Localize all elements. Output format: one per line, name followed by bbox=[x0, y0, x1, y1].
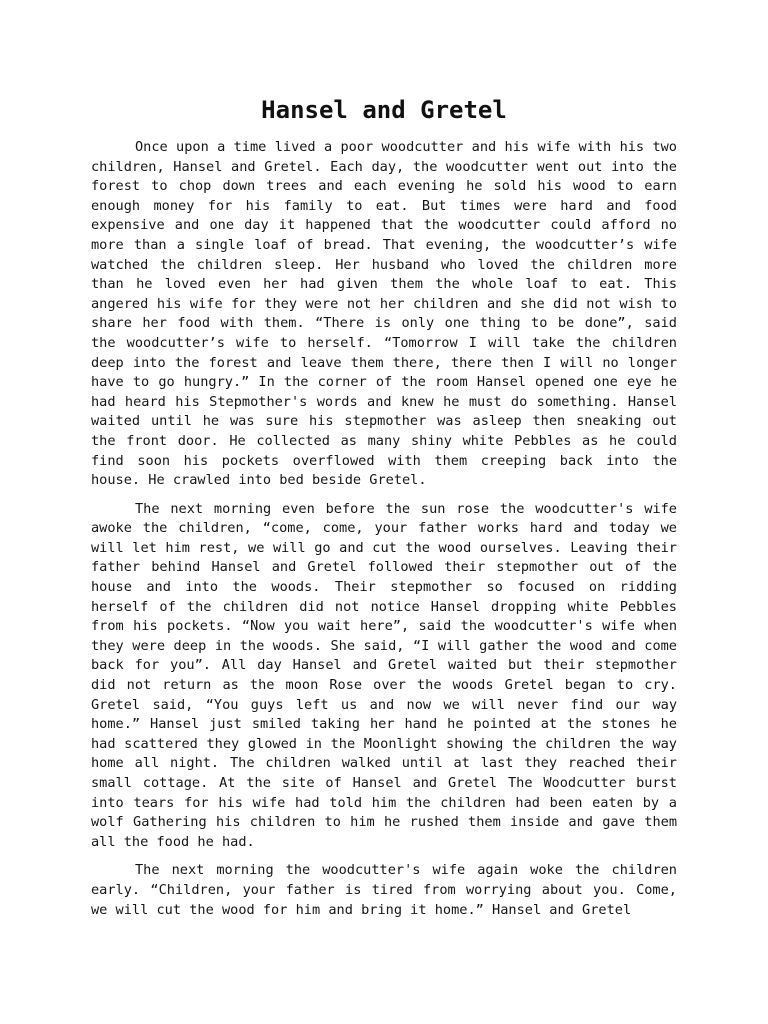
document-title: Hansel and Gretel bbox=[261, 96, 507, 124]
paragraph-2: The next morning even before the sun rose the woodcutter's wife awoke the children, “come, come, your father works hard and today we will let him rest, we will go and cut the wood ourselves. Leaving their father behind Hansel and Gretel followed their stepmother out of the house and into the woods. Their stepmother so focused on ridding herself of the children did not notice Hansel dropping white Pebbles from his pockets. “Now you wait here”, said the woodcutter's wife when they were deep in the woods. She said, “I will gather the wood and come back for you”. All day Hansel and Gretel waited but their stepmother did not return as the moon Rose over the woods Gretel began to cry. Gretel said, “You guys left us and now we will never find our way home.” Hansel just smiled taking her hand he pointed at the stones he had scattered they glowed in the Moonlight showing the children the way home all night. The children walked until at last they reached their small cottage. At the site of Hansel and Gretel The Woodcutter burst into tears for his wife had told him the children had been eaten by a wolf Gathering his children to him he rushed them inside and gave them all the food he had. bbox=[91, 500, 677, 850]
paragraph-3: The next morning the woodcutter's wife again woke the children early. “Children, your father is tired from worrying about you. Come, we will cut the wood for him and bring it home.” Hansel and Gretel bbox=[91, 862, 677, 918]
document-body bbox=[91, 138, 677, 929]
paragraph-1: Once upon a time lived a poor woodcutter and his wife with his two children, Hansel and Gretel. Each day, the woodcutter went out into the forest to chop down trees and each evening he sold his wood to earn enough money for his family to eat. But times were hard and food expensive and one day it happened that the woodcutter could afford no more than a single loaf of bread. That evening, the woodcutter’s wife watched the children sleep. Her husband who loved the children more than he loved even her had given them the whole loaf to eat. This angered his wife for they were not her children and she did not wish to share her food with them. “There is only one thing to be done”, said the woodcutter’s wife to herself. “Tomorrow I will take the children deep into the forest and leave them there, there then I will no longer have to go hungry.” In the corner of the room Hansel opened one eye he had heard his Stepmother's words and knew he must do something. Hansel waited until he was sure his stepmother was asleep then sneaking out the front door. He collected as many shiny white Pebbles as he could find soon his pockets overflowed with them creeping back into the house. He crawled into bed beside Gretel. bbox=[91, 139, 677, 489]
